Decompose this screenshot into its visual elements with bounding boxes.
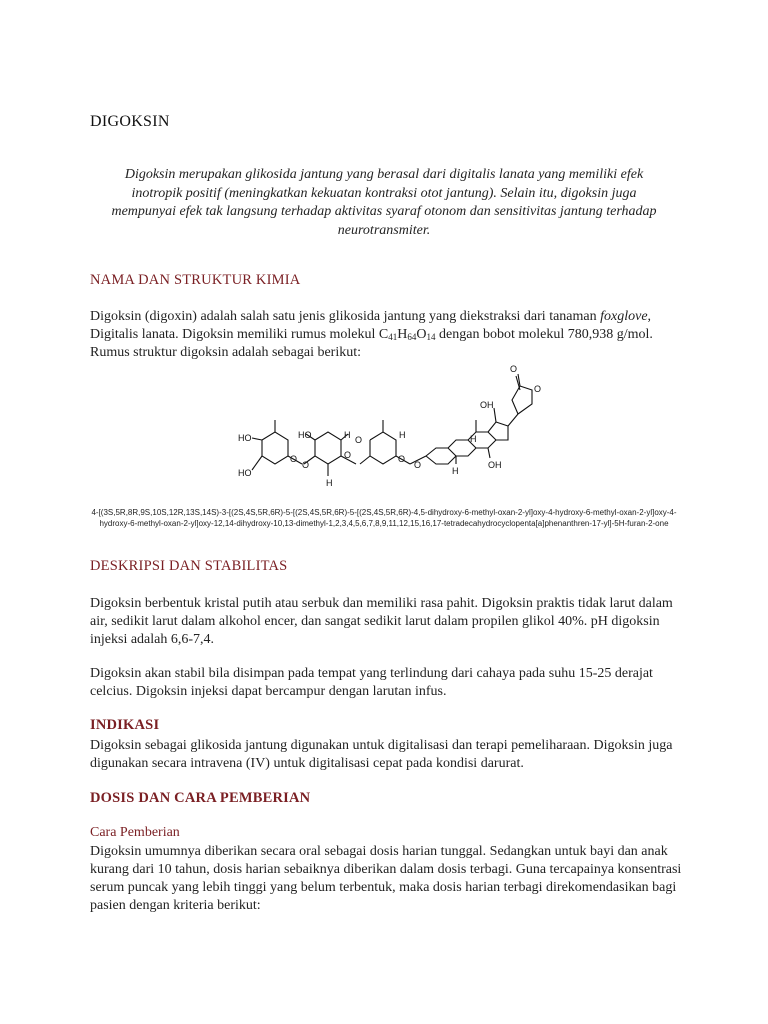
subheading-cara-pemberian: Cara Pemberian	[90, 825, 180, 840]
digoxin-structure-diagram	[230, 360, 560, 505]
subscript: 64	[407, 332, 417, 342]
text-run: dengan bobot molekul 780,938 g/mol. Rumus struktur digoksin adalah sebagai berikut:	[90, 327, 653, 360]
structure-label: OH	[488, 460, 502, 470]
structure-label: H	[326, 478, 333, 488]
structure-label: O	[510, 364, 518, 374]
structure-label: O	[344, 450, 352, 460]
structure-label: O	[534, 384, 542, 394]
iupac-name: 4-[(3S,5R,8R,9S,10S,12R,13S,14S)-3-[(2S,4S,5R,6R)-5-[(2S,4S,5R,6R)-5-[(2S,4S,5R,6R)-4,5-dihydroxy-6-methyl-oxan-2-yl]oxy-4-hydroxy-6-methyl-oxan-2-yl]oxy-4-hydroxy-6-methyl-oxan-2-yl]oxy-12,14-dihydroxy-10,13-dimethyl-1,2,3,4,5,6,7,8,9,11,12,15,16,17-tetradecahydrocyclopenta[a]phenanthren-17-yl]-5H-furan-2-one	[91, 508, 677, 528]
structure-label: O	[414, 460, 422, 470]
section-heading-nama-struktur: NAMA DAN STRUKTUR KIMIA	[90, 272, 301, 288]
paragraph-nama-struktur	[90, 308, 690, 362]
structure-label: HO	[238, 468, 252, 478]
section-heading-deskripsi: DESKRIPSI DAN STABILITAS	[90, 558, 288, 574]
structure-label: HO	[238, 433, 252, 443]
section-heading-dosis: DOSIS DAN CARA PEMBERIAN	[90, 790, 311, 806]
structure-label: H	[399, 430, 406, 440]
paragraph-deskripsi-2: Digoksin akan stabil bila disimpan pada tempat yang terlindung dari cahaya pada suhu 15-25 derajat celcius. Digoksin injeksi dapat bercampur dengan larutan infus.	[90, 666, 653, 699]
structure-label: O	[290, 454, 298, 464]
formula-atom: H	[397, 327, 408, 342]
structure-label: O	[302, 460, 310, 470]
text-run: , Digitalis lanata. Digoksin memiliki rumus molekul C	[90, 309, 652, 342]
subscript: 41	[388, 332, 398, 342]
text-run: Digoksin (digoxin) adalah salah satu jenis glikosida jantung yang diekstraksi dari tanaman	[90, 309, 597, 324]
structure-label: H	[344, 430, 351, 440]
structure-label: O	[398, 454, 406, 464]
formula-atom: O	[416, 327, 427, 342]
structure-label: H	[470, 434, 477, 444]
structure-label: HO	[298, 430, 312, 440]
structure-label: H	[452, 466, 459, 476]
abstract-text: Digoksin merupakan glikosida jantung yang berasal dari digitalis lanata yang memiliki efek inotropik positif (meningkatkan kekuatan kontraksi otot jantung). Selain itu, digoksin juga mempunyai efek tak langsung terhadap aktivitas syaraf otonom dan sensitivitas jantung terhadap neurotransmiter.	[111, 167, 657, 238]
paragraph-cara-pemberian: Digoksin umumnya diberikan secara oral sebagai dosis harian tunggal. Sedangkan untuk bayi dan anak kurang dari 10 tahun, dosis harian sebaiknya diberikan dalam dosis terbagi. Guna tercapainya konsentrasi serum puncak yang lebih tinggi yang belum terbentuk, maka dosis harian terbagi direkomendasikan bagi pasien dengan kriteria berikut:	[90, 844, 682, 913]
italic-term: foxglove	[600, 309, 648, 324]
structure-label: OH	[480, 400, 494, 410]
section-heading-indikasi: INDIKASI	[90, 717, 160, 733]
paragraph-indikasi: Digoksin sebagai glikosida jantung digunakan untuk digitalisasi dan terapi pemeliharaan. Digoksin juga digunakan secara intravena (IV) untuk digitalisasi cepat pada kondisi darurat.	[90, 738, 673, 771]
document-title: DIGOKSIN	[90, 113, 170, 130]
structure-label: O	[355, 435, 363, 445]
subscript: 14	[426, 332, 436, 342]
paragraph-deskripsi-1: Digoksin berbentuk kristal putih atau serbuk dan memiliki rasa pahit. Digoksin praktis tidak larut dalam air, sedikit larut dalam alkohol encer, dan sangat sedikit larut dalam propilen glikol 40%. pH digoksin injeksi adalah 6,6-7,4.	[90, 596, 673, 647]
